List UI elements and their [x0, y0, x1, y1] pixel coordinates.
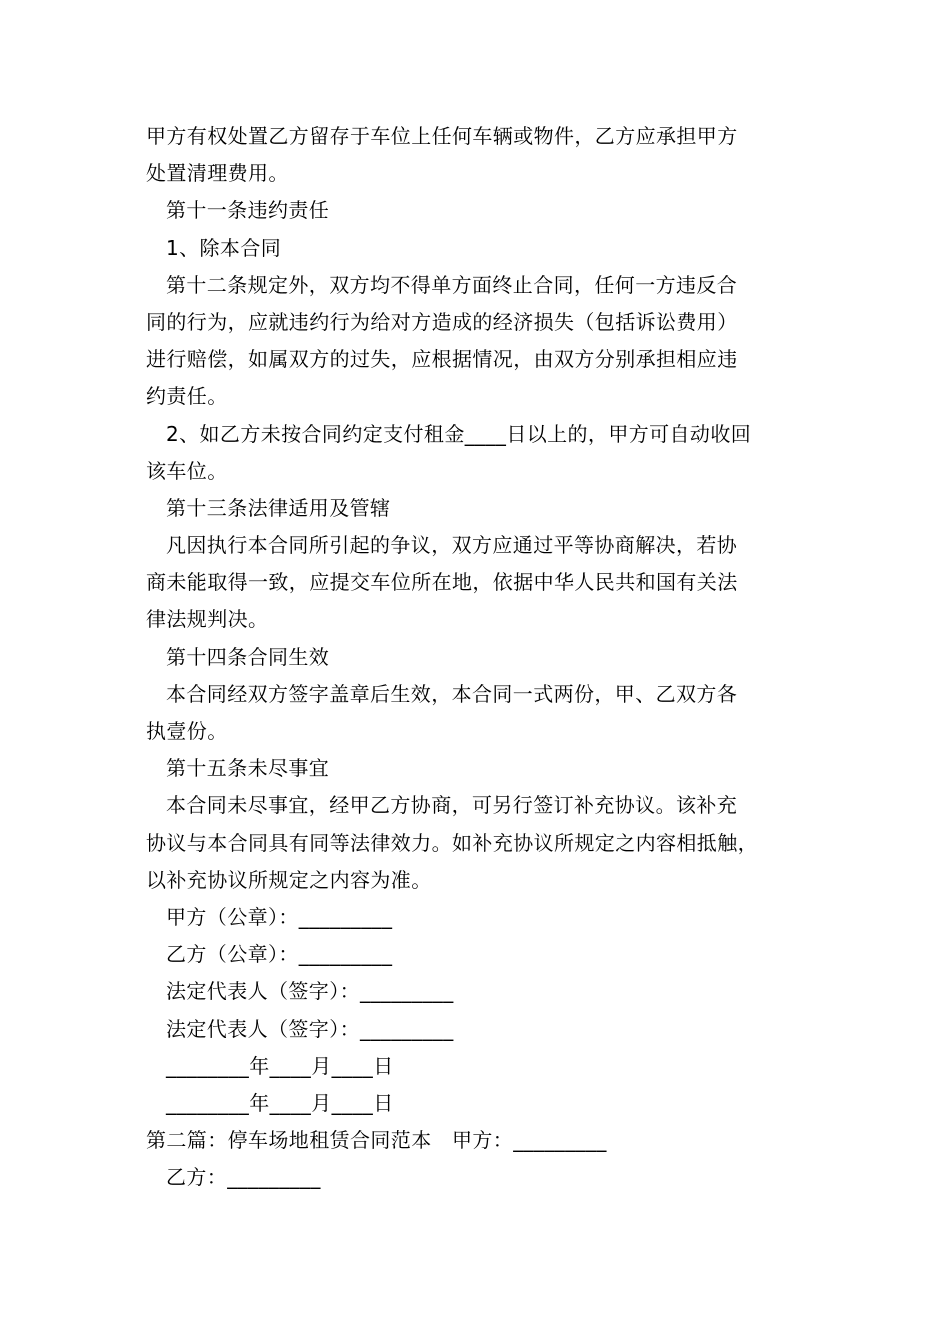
text-line: 同的行为，应就违约行为给对方造成的经济损失（包括诉讼费用） [146, 309, 738, 334]
signature-party-b: 乙方（公章）：_________ [166, 942, 393, 967]
text-line: 协议与本合同具有同等法律效力。如补充协议所规定之内容相抵触， [146, 830, 758, 855]
signature-date: ________年____月____日 [166, 1053, 394, 1078]
clause-item: 1、除本合同 [166, 235, 282, 260]
part-two-heading: 第二篇：停车场地租赁合同范本 甲方：_________ [146, 1128, 607, 1153]
section-heading: 第十三条法律适用及管辖 [166, 495, 391, 520]
text-line: 本合同未尽事宜，经甲乙方协商，可另行签订补充协议。该补充 [166, 793, 738, 818]
text-line: 本合同经双方签字盖章后生效，本合同一式两份，甲、乙双方各 [166, 681, 738, 706]
text-line: 第十二条规定外，双方均不得单方面终止合同，任何一方违反合 [166, 272, 738, 297]
signature-date: ________年____月____日 [166, 1090, 394, 1115]
section-heading: 第十五条未尽事宜 [166, 756, 330, 781]
section-heading: 第十一条违约责任 [166, 198, 330, 223]
text-line: 该车位。 [146, 458, 228, 483]
text-line: 以补充协议所规定之内容为准。 [146, 867, 432, 892]
text-line: 凡因执行本合同所引起的争议，双方应通过平等协商解决，若协 [166, 533, 738, 558]
text-line: 约责任。 [146, 384, 228, 409]
signature-party-a: 甲方（公章）：_________ [166, 904, 393, 929]
text-line: 甲方有权处置乙方留存于车位上任何车辆或物件，乙方应承担甲方 [146, 124, 738, 148]
text-line: 进行赔偿，如属双方的过失，应根据情况，由双方分别承担相应违 [146, 347, 738, 372]
text-line: 执壹份。 [146, 719, 228, 743]
party-b-line: 乙方：_________ [166, 1165, 321, 1190]
document-body [146, 118, 836, 1196]
signature-legal-rep: 法定代表人（签字）：_________ [166, 1016, 454, 1041]
clause-item: 2、如乙方未按合同约定支付租金____日以上的，甲方可自动收回 [166, 421, 752, 446]
section-heading: 第十四条合同生效 [166, 644, 330, 669]
text-line: 处置清理费用。 [146, 161, 289, 186]
text-line: 商未能取得一致，应提交车位所在地，依据中华人民共和国有关法 [146, 570, 738, 595]
signature-legal-rep: 法定代表人（签字）：_________ [166, 979, 454, 1004]
text-line: 律法规判决。 [146, 607, 269, 632]
